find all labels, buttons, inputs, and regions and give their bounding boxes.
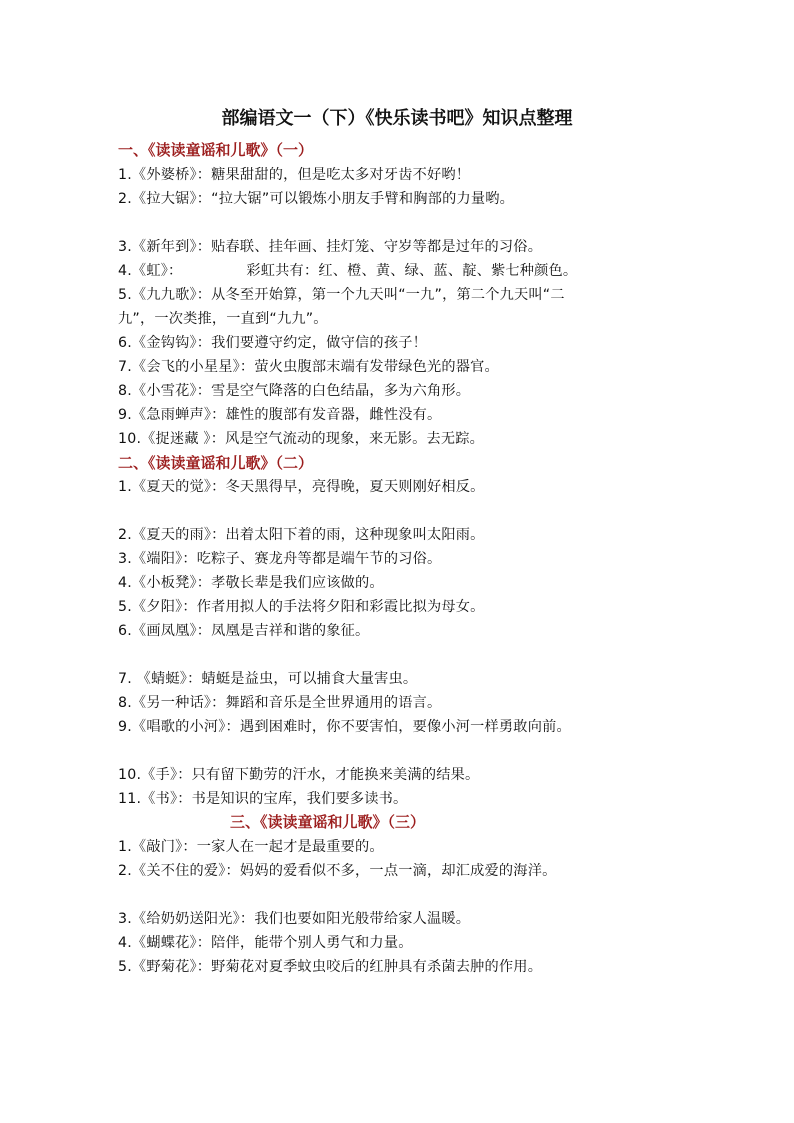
list-item: 11.《书》：书是知识的宝库，我们要多读书。 [118,791,408,807]
list-item: 7.《会飞的小星星》：萤火虫腹部末端有发带绿色光的器官。 [118,359,499,375]
list-item: 5.《野菊花》：野菊花对夏季蚊虫咬后的红肿具有杀菌去肿的作用。 [118,959,543,975]
list-item-continuation: 九”，一次类推，一直到“九九”。 [118,311,328,327]
list-item: 6.《画凤凰》：凤凰是吉祥和谐的象征。 [118,623,370,639]
list-item: 5.《九九歌》：从冬至开始算，第一个九天叫“一九”，第二个九天叫“二 [118,287,565,303]
section-heading-1: 一、《读读童谣和儿歌》（一） [118,141,314,159]
list-item: 4.《蝴蝶花》：陪伴，能带个别人勇气和力量。 [118,935,413,951]
list-item: 1.《夏天的觉》：冬天黑得早，亮得晚，夏天则刚好相反。 [118,479,485,495]
list-item: 9.《唱歌的小河》：遇到困难时，你不要害怕，要像小河一样勇敢向前。 [118,719,571,735]
list-item: 10.《手》：只有留下勤劳的汗水，才能换来美满的结果。 [118,767,480,783]
list-item: 6.《金钩钩》：我们要遵守约定，做守信的孩子！ [118,335,427,351]
list-item: 1.《敲门》：一家人在一起才是最重要的。 [118,839,384,855]
list-item: 7. 《蜻蜓》：蜻蜓是益虫，可以捕食大量害虫。 [118,671,418,687]
list-item: 4.《小板凳》：孝敬长辈是我们应该做的。 [118,575,384,591]
list-item: 10.《捉迷藏 》：风是空气流动的现象，来无影。去无踪。 [118,431,485,447]
list-item: 2.《夏天的雨》：出着太阳下着的雨，这种现象叫太阳雨。 [118,527,485,543]
list-item: 3.《端阳》：吃粽子、赛龙舟等都是端午节的习俗。 [118,551,442,567]
section-heading-3: 三、《读读童谣和儿歌》（三） [230,813,426,831]
list-item: 1.《外婆桥》：糖果甜甜的，但是吃太多对牙齿不好哟！ [118,167,471,183]
list-item: 3.《给奶奶送阳光》：我们也要如阳光般带给家人温暖。 [118,911,471,927]
list-item: 2.《拉大锯》：“拉大锯”可以锻炼小朋友手臂和胸部的力量哟。 [118,191,515,207]
section-heading-2: 二、《读读童谣和儿歌》（二） [118,454,314,472]
list-item: 5.《夕阳》：作者用拟人的手法将夕阳和彩霞比拟为母女。 [118,599,485,615]
page-title: 部编语文一（下）《快乐读书吧》知识点整理 [221,108,573,129]
list-item [118,260,577,280]
list-item: 8.《小雪花》：雪是空气降落的白色结晶，多为六角形。 [118,383,471,399]
list-item: 9.《急雨蝉声》：雄性的腹部有发音器，雌性没有。 [118,407,442,423]
list-item-title: 4.《虹》： [118,263,183,279]
list-item: 3.《新年到》：贴春联、挂年画、挂灯笼、守岁等都是过年的习俗。 [118,239,543,255]
list-item: 8.《另一种话》：舞蹈和音乐是全世界通用的语言。 [118,695,442,711]
list-item: 2.《关不住的爱》：妈妈的爱看似不多，一点一滴，却汇成爱的海洋。 [118,863,557,879]
list-item-text: 彩虹共有：红、橙、黄、绿、蓝、靛、紫七种颜色。 [246,263,578,279]
